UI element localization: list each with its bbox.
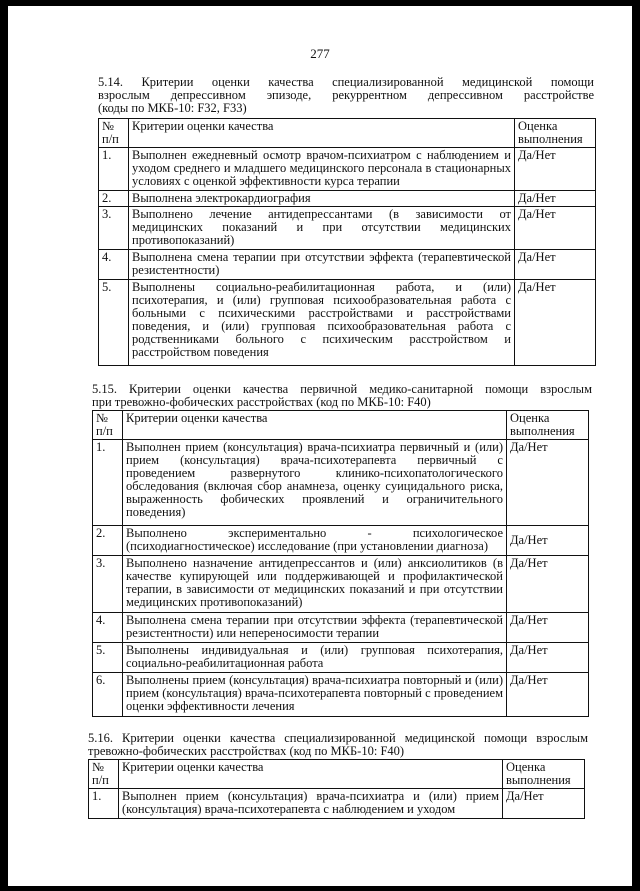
- title-line: взрослым депрессивном эпизоде, рекуррентном депрессивном расстройстве: [98, 88, 594, 102]
- row-number: 3.: [99, 207, 129, 250]
- row-evaluation: Да/Нет: [507, 440, 589, 526]
- header-evaluation: Оценка выполнения: [503, 760, 585, 789]
- table-row: [93, 673, 589, 717]
- row-criterion: Выполнено назначение антидепрессантов и (или) анксиолитиков (в качестве купирующей или поддерживающей и профилактической терапии, в зависимости от медицинских показаний и при отсутствии медицинских противопоказаний): [123, 556, 507, 613]
- row-number: 1.: [89, 789, 119, 819]
- row-number: 4.: [93, 613, 123, 643]
- table-row: [93, 643, 589, 673]
- header-evaluation: Оценка выполнения: [507, 411, 589, 440]
- table-header-row: [89, 760, 585, 789]
- row-evaluation: Да/Нет: [507, 673, 589, 717]
- row-evaluation: Да/Нет: [507, 526, 589, 556]
- row-evaluation: Да/Нет: [503, 789, 585, 819]
- title-line: 5.14. Критерии оценки качества специализированной медицинской помощи: [98, 75, 594, 89]
- row-evaluation: Да/Нет: [515, 207, 596, 250]
- header-number: № п/п: [93, 411, 123, 440]
- header-criteria: Критерии оценки качества: [129, 119, 515, 148]
- row-number: 1.: [99, 148, 129, 191]
- row-criterion: Выполнено лечение антидепрессантами (в зависимости от медицинских показаний и при отсутствии медицинских противопоказаний): [129, 207, 515, 250]
- row-evaluation: Да/Нет: [515, 191, 596, 207]
- section-5-16-title: [88, 732, 588, 758]
- table-row: [99, 207, 596, 250]
- table-row: [93, 440, 589, 526]
- row-evaluation: Да/Нет: [515, 250, 596, 280]
- title-line: 5.15. Критерии оценки качества первичной медико-санитарной помощи взрослым: [92, 382, 592, 396]
- title-line: 5.16. Критерии оценки качества специализированной медицинской помощи взрослым: [88, 731, 588, 745]
- table-row: [93, 613, 589, 643]
- header-criteria: Критерии оценки качества: [123, 411, 507, 440]
- row-evaluation: Да/Нет: [507, 556, 589, 613]
- row-evaluation: Да/Нет: [507, 643, 589, 673]
- title-line: (коды по МКБ-10: F32, F33): [98, 101, 247, 115]
- table-row: [99, 280, 596, 366]
- header-evaluation: Оценка выполнения: [515, 119, 596, 148]
- title-line: при тревожно-фобических расстройствах (код по МКБ-10: F40): [92, 395, 431, 409]
- table-header-row: [93, 411, 589, 440]
- row-criterion: Выполнены индивидуальная и (или) групповая психотерапия, социально-реабилитационная работа: [123, 643, 507, 673]
- table-row: [89, 789, 585, 819]
- table-row: [93, 526, 589, 556]
- header-number: № п/п: [89, 760, 119, 789]
- row-number: 3.: [93, 556, 123, 613]
- row-number: 5.: [99, 280, 129, 366]
- row-number: 5.: [93, 643, 123, 673]
- criteria-table-5-15: [92, 410, 589, 717]
- table-header-row: [99, 119, 596, 148]
- row-criterion: Выполнен прием (консультация) врача-психиатра первичный и (или) прием (консультация) врача-психотерапевта первичный с проведением развернутого клинико-психопатологического обследования (включая сбор анамнеза, оценку суицидального риска, выраженность фобических проявлений и ограничительного поведения): [123, 440, 507, 526]
- criteria-table-5-16: [88, 759, 585, 819]
- section-5-15-title: [92, 383, 592, 409]
- row-criterion: Выполнено экспериментально - психологическое (психодиагностическое) исследование (при установлении диагноза): [123, 526, 507, 556]
- row-evaluation: Да/Нет: [515, 280, 596, 366]
- row-number: 4.: [99, 250, 129, 280]
- row-criterion: Выполнен прием (консультация) врача-психиатра и (или) прием (консультация) врача-психотерапевта с наблюдением и уходом: [119, 789, 503, 819]
- table-row: [99, 250, 596, 280]
- row-criterion: Выполнены прием (консультация) врача-психиатра повторный и (или) прием (консультация) врача-психотерапевта повторный с проведением оценки эффективности лечения: [123, 673, 507, 717]
- table-row: [99, 148, 596, 191]
- row-criterion: Выполнена смена терапии при отсутствии эффекта (терапевтической резистентности) или непереносимости терапии: [123, 613, 507, 643]
- row-number: 2.: [99, 191, 129, 207]
- document-page: [8, 6, 632, 886]
- row-evaluation: Да/Нет: [507, 613, 589, 643]
- header-criteria: Критерии оценки качества: [119, 760, 503, 789]
- row-evaluation: Да/Нет: [515, 148, 596, 191]
- row-criterion: Выполнена смена терапии при отсутствии эффекта (терапевтической резистентности): [129, 250, 515, 280]
- row-number: 1.: [93, 440, 123, 526]
- row-number: 2.: [93, 526, 123, 556]
- criteria-table-5-14: [98, 118, 596, 366]
- table-row: [93, 556, 589, 613]
- row-criterion: Выполнена электрокардиография: [129, 191, 515, 207]
- section-5-14-title: [98, 76, 594, 115]
- header-number: № п/п: [99, 119, 129, 148]
- row-criterion: Выполнен ежедневный осмотр врачом-психиатром с наблюдением и уходом среднего и младшего медицинского персонала в стационарных условиях с оценкой эффективности курса терапии: [129, 148, 515, 191]
- title-line: тревожно-фобических расстройствах (код по МКБ-10: F40): [88, 744, 405, 758]
- table-row: [99, 191, 596, 207]
- row-number: 6.: [93, 673, 123, 717]
- row-criterion: Выполнены социально-реабилитационная работа, и (или) психотерапия, и (или) групповая психообразовательная работа с больными с психическими расстройствами и расстройствами поведения, и (или) групповая психообразовательная работа с родственниками больного с психическим расстройством и расстройством поведения: [129, 280, 515, 366]
- page-number: 277: [310, 46, 330, 61]
